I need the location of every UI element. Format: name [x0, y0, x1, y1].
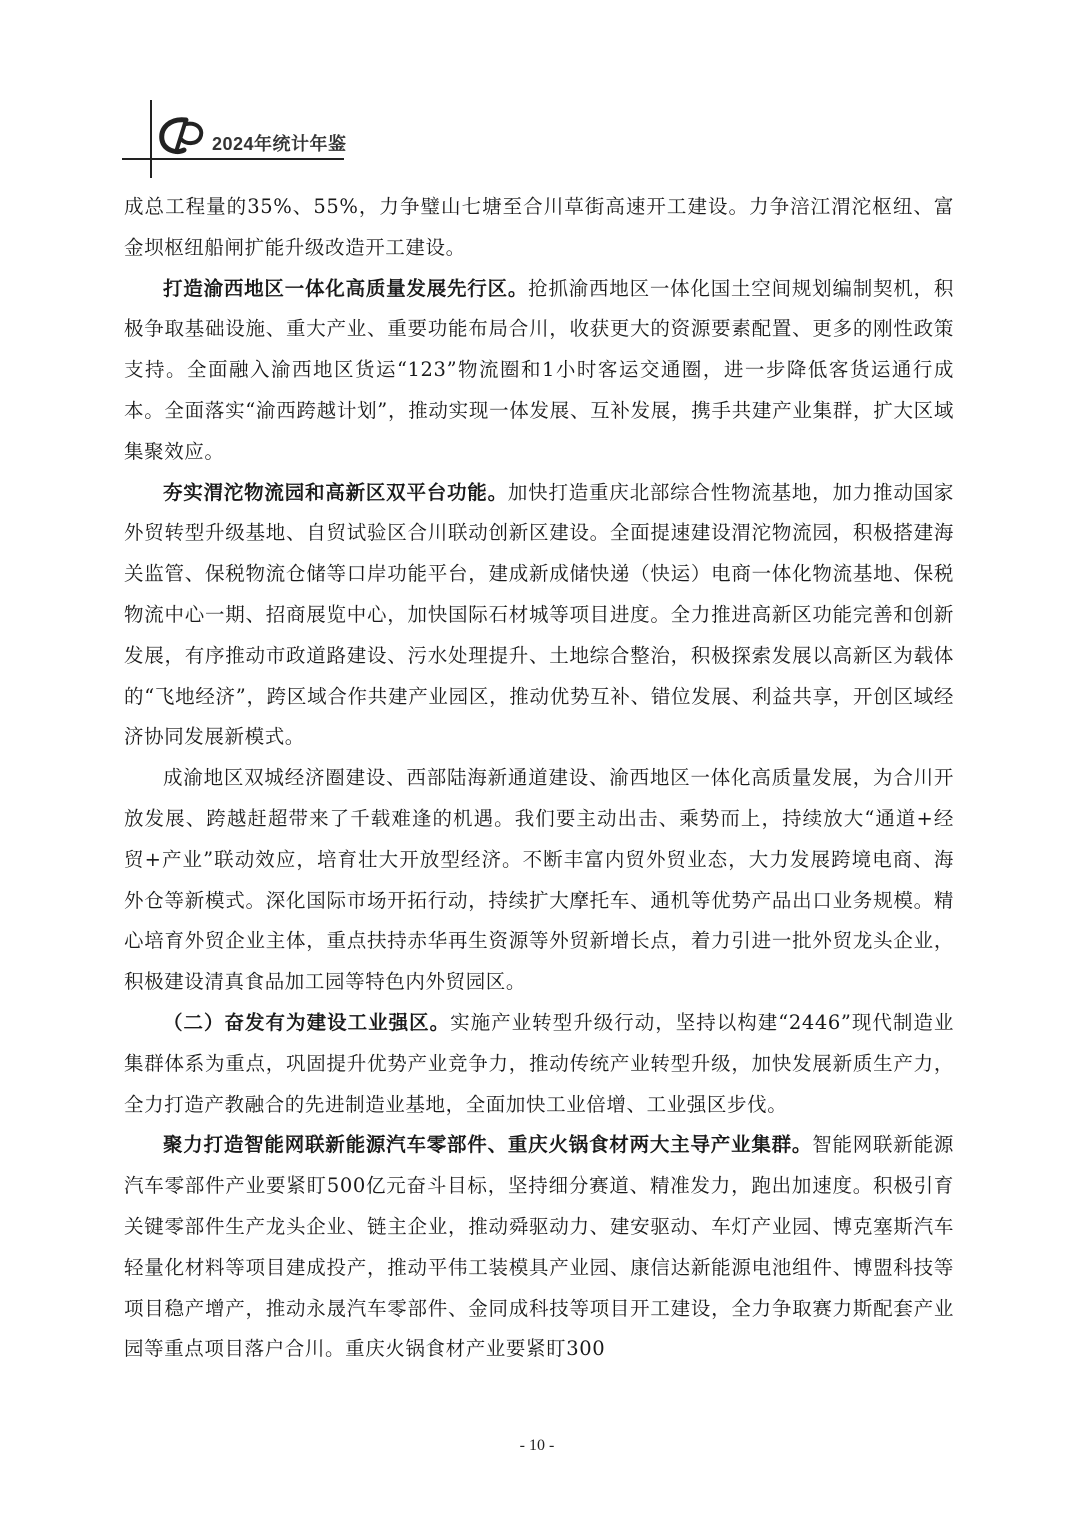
paragraph-text: 实施产业转型升级行动，坚持以构建“2446”现代制造业集群体系为重点，巩固提升优势产业竞争力，推动传统产业转型升级，加快发展新质生产力，全力打造产教融合的先进制造业基地，全面加快工业倍增、工业强区步伐。 [124, 1010, 955, 1116]
paragraph-text: 加快打造重庆北部综合性物流基地，加力推动国家外贸转型升级基地、自贸试验区合川联动创新区建设。全面提速建设渭沱物流园，积极搭建海关监管、保税物流仓储等口岸功能平台，建成新成储快递（快运）电商一体化物流基地、保税物流中心一期、招商展览中心，加快国际石材城等项目进度。全力推进高新区功能完善和创新发展，有序推动市政道路建设、污水处理提升、土地综合整治，积极探索发展以高新区为载体的“飞地经济”，跨区域合作共建产业园区，推动优势互补、错位发展、利益共享，开创区域经济协同发展新模式。 [124, 480, 954, 749]
yearbook-title: 2024年统计年鉴 [212, 134, 347, 154]
paragraph-4 [124, 758, 954, 1003]
page-header [0, 0, 1074, 180]
statistics-logo-icon [156, 112, 208, 158]
page-number: - 10 - [519, 1437, 555, 1454]
header-horizontal-rule [122, 158, 344, 160]
paragraph-heading: 打造渝西地区一体化高质量发展先行区。 [163, 276, 529, 300]
paragraph-5 [124, 1003, 954, 1125]
paragraph-text: 成总工程量的35%、55%，力争璧山七塘至合川草街高速开工建设。力争涪江渭沱枢纽、富金坝枢纽船闸扩能升级改造开工建设。 [124, 195, 954, 259]
paragraph-2 [124, 269, 954, 473]
document-body [124, 187, 954, 1370]
paragraph-text: 抢抓渝西地区一体化国土空间规划编制契机，积极争取基础设施、重大产业、重要功能布局合川，收获更大的资源要素配置、更多的刚性政策支持。全面融入渝西地区货运“123”物流圈和1小时客运交通圈，进一步降低客货运通行成本。全面落实“渝西跨越计划”，推动实现一体发展、互补发展，携手共建产业集群，扩大区域集聚效应。 [124, 276, 954, 463]
paragraph-text: 智能网联新能源汽车零部件产业要紧盯500亿元奋斗目标，坚持细分赛道、精准发力，跑出加速度。积极引育关键零部件生产龙头企业、链主企业，推动舜驱动力、建安驱动、车灯产业园、博克塞斯汽车轻量化材料等项目建成投产，推动平伟工装模具产业园、康信达新能源电池组件、博盟科技等项目稳产增产，推动永晟汽车零部件、金同成科技等项目开工建设，全力争取赛力斯配套产业园等重点项目落户合川。重庆火锅食材产业要紧盯300 [124, 1133, 955, 1361]
paragraph-6 [124, 1125, 954, 1370]
paragraph-text: 成渝地区双城经济圈建设、西部陆海新通道建设、渝西地区一体化高质量发展，为合川开放发展、跨越赶超带来了千载难逢的机遇。我们要主动出击、乘势而上，持续放大“通道+经贸+产业”联动效应，培育壮大开放型经济。不断丰富内贸外贸业态，大力发展跨境电商、海外仓等新模式。深化国际市场开拓行动，持续扩大摩托车、通机等优势产品出口业务规模。精心培育外贸企业主体，重点扶持赤华再生资源等外贸新增长点，着力引进一批外贸龙头企业，积极建设清真食品加工园等特色内外贸园区。 [124, 766, 954, 994]
paragraph-heading: 夯实渭沱物流园和高新区双平台功能。 [163, 480, 508, 504]
paragraph-3 [124, 473, 954, 759]
paragraph-heading: 聚力打造智能网联新能源汽车零部件、重庆火锅食材两大主导产业集群。 [163, 1133, 813, 1157]
header-vertical-rule [150, 100, 152, 178]
section-heading: （二）奋发有为建设工业强区。 [163, 1010, 451, 1034]
paragraph-1 [124, 187, 954, 269]
